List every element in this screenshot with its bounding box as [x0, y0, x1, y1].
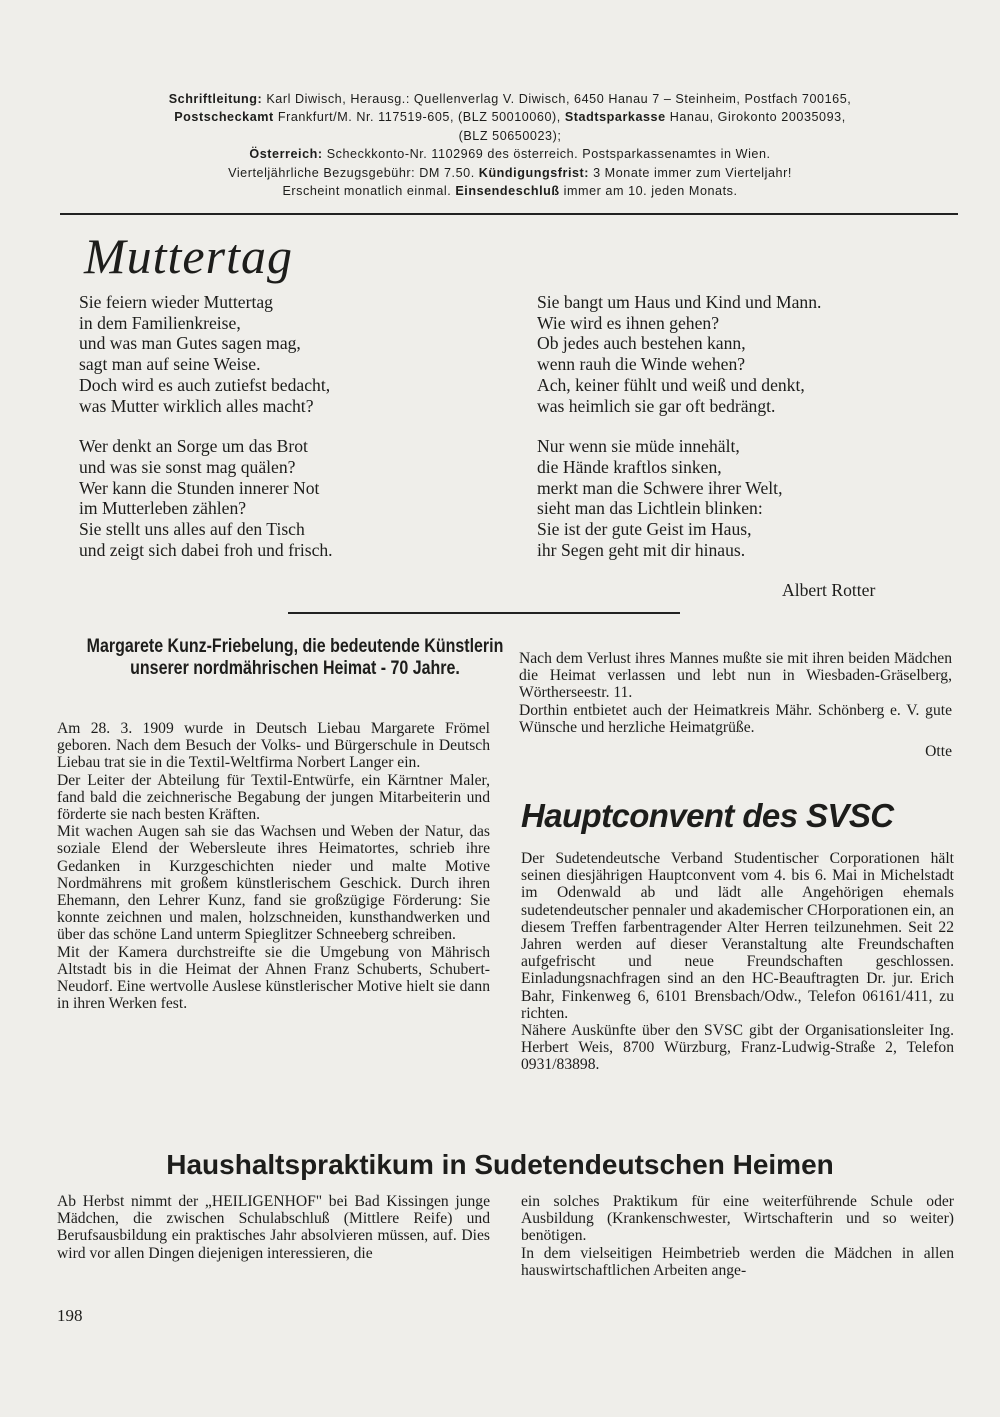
poem-line: die Hände kraftlos sinken, [537, 456, 722, 477]
poem-right-column [537, 292, 957, 560]
article-paragraph: Ab Herbst nimmt der „HEILIGENHOF" bei Bad Kissingen junge Mädchen, die zwischen Schulabschluß (Mittlere Reife) und Berufsausbildung ein praktisches Jahr absolvieren müssen, auf. Dies wird vor allen Dingen diejenigen interessieren, die [57, 1193, 490, 1262]
label-kuendigungsfrist: Kündigungsfrist: [478, 165, 590, 180]
article-haushalt-headline: Haushaltspraktikum in Sudetendeutschen Heimen [166, 1149, 834, 1180]
article-haushalt-right [521, 1193, 954, 1279]
imprint-text: immer am 10. jeden Monats. [559, 184, 738, 199]
article-kunz-headline: Margarete Kunz-Friebelung, die bedeutende Künstlerin unserer nordmährischen Heimat - 70 Jahre. [86, 635, 504, 679]
imprint-line-1 [60, 90, 960, 108]
label-einsendeschluss: Einsendeschluß [455, 184, 560, 199]
poem-stanza-3 [537, 292, 957, 416]
poem-line: sagt man auf seine Weise. [79, 354, 261, 375]
article-paragraph: ein solches Praktikum für eine weiterführende Schule oder Ausbildung (Krankenschwester, Wirtschafterin und so weiter) benötigen. [521, 1193, 954, 1245]
imprint-line-4 [60, 145, 960, 163]
imprint-line-5 [60, 164, 960, 182]
imprint-text: Erscheint monatlich einmal. [282, 184, 456, 199]
imprint-text: Karl Diwisch, Herausg.: Quellenverlag V. Diwisch, 6450 Hanau 7 – Steinheim, Postfach 700165, [262, 92, 852, 106]
imprint-line-3: (BLZ 50650023); [458, 128, 562, 143]
article-haushalt-left [57, 1193, 490, 1262]
poem-stanza-4 [537, 436, 957, 560]
imprint [60, 90, 960, 200]
article-signature: Otte [925, 743, 952, 761]
article-svsc-headline: Hauptconvent des SVSC [521, 797, 894, 834]
article-kunz-continuation [519, 650, 952, 760]
article-paragraph: Der Leiter der Abteilung für Textil-Entwürfe, ein Kärntner Maler, fand bald die zeichnerische Begabung der jungen Mitarbeiterin und förderte sie nach besten Kräften. [57, 771, 490, 824]
article-paragraph: Mit der Kamera durchstreifte sie die Umgebung von Mährisch Altstadt bis in die Heimat der Ahnen Franz Schuberts, Schubert-Neudorf. Eine wertvolle Auslese künstlerischer Motive hielt sie dann in ihren Werken fest. [57, 943, 490, 1013]
poem-title: Muttertag [84, 228, 293, 284]
poem-line: Wer kann die Stunden innerer Not [79, 477, 320, 498]
poem-line: Ach, keiner fühlt und weiß und denkt, [537, 374, 805, 395]
page-number: 198 [57, 1306, 83, 1325]
article-kunz-body [57, 720, 490, 1012]
poem-line: was Mutter wirklich alles macht? [79, 395, 314, 416]
poem-line: und was man Gutes sagen mag, [79, 333, 301, 354]
article-paragraph: Mit wachen Augen sah sie das Wachsen und Weben der Natur, das soziale Elend der Webersleute ihres Heimatortes, schrieb ihre Gedanken in Kurzgeschichten nieder und malte Motive Nordmährens mit großem künstlerischem Geschick. Durch ihren Ehemann, den Lehrer Kunz, fand sie großzügige Förderung: Sie konnte zeichnen und malen, holzschneiden, kunsthandwerken und über das schöne Land unterm Spieglitzer Schneeberg schreiben. [57, 823, 490, 944]
article-paragraph: In dem vielseitigen Heimbetrieb werden die Mädchen in allen hauswirtschaftlichen Arbeiten ange- [521, 1244, 954, 1279]
poem-line: Wie wird es ihnen gehen? [537, 312, 720, 333]
poem-line: was heimlich sie gar oft bedrängt. [537, 395, 776, 416]
article-svsc-body [521, 850, 954, 1074]
imprint-text: Scheckkonto-Nr. 1102969 des österreich. Postsparkassenamtes in Wien. [322, 147, 771, 162]
poem-author: Albert Rotter [782, 580, 876, 600]
article-paragraph: Der Sudetendeutsche Verband Studentischer Corporationen hält seinen diesjährigen Hauptconvent vom 4. bis 6. Mai in Michelstadt im Odenwald ab und lädt alle Angehörigen ehemals sudetendeutscher pennaler und akademischer CHorporationen ein, an diesem Treffen farbentragender Alter Herren teilzunehmen. Seit 22 Jahren werden auf dieser Veranstaltung alte Freundschaften aufgefrischt und neue Freundschaften geschlossen. Einladungsnachfragen sind an den HC-Beauftragten Dr. jur. Erich Bahr, Finkenweg 6, 6101 Brensbach/Odw., Telefon 06161/411, zu richten. [521, 850, 954, 1022]
imprint-text: Hanau, Girokonto 20035093, [665, 110, 846, 125]
poem-left-column [79, 292, 519, 560]
article-paragraph: Nach dem Verlust ihres Mannes mußte sie mit ihren beiden Mädchen die Heimat verlassen und lebt nun in Wiesbaden-Gräselberg, Wörtherseestr. 11. [519, 650, 952, 702]
article-paragraph: Am 28. 3. 1909 wurde in Deutsch Liebau Margarete Frömel geboren. Nach dem Besuch der Volks- und Bürgerschule in Deutsch Liebau trat sie in die Textil-Weltfirma Norbert Langer ein. [57, 720, 490, 772]
poem-divider [288, 612, 680, 614]
poem-line: wenn rauh die Winde wehen? [537, 354, 746, 375]
poem-line: Sie ist der gute Geist im Haus, [537, 519, 752, 540]
imprint-divider [60, 213, 958, 215]
imprint-text: 3 Monate immer zum Vierteljahr! [589, 165, 792, 180]
label-schriftleitung: Schriftleitung: [168, 92, 263, 106]
poem-line: Ob jedes auch bestehen kann, [537, 333, 746, 354]
poem-stanza-2 [79, 436, 519, 560]
poem-line: sieht man das Lichtlein blinken: [537, 498, 763, 519]
poem-line: Sie stellt uns alles auf den Tisch [79, 519, 305, 540]
article-paragraph: Dorthin entbietet auch der Heimatkreis Mähr. Schönberg e. V. gute Wünsche und herzliche Heimatgrüße. [519, 701, 952, 736]
article-paragraph: Nähere Auskünfte über den SVSC gibt der Organisationsleiter Ing. Herbert Weis, 8700 Würzburg, Franz-Ludwig-Straße 2, Telefon 0931/83898. [521, 1022, 954, 1074]
imprint-text: Vierteljährliche Bezugsgebühr: DM 7.50. [228, 165, 479, 180]
imprint-text: Frankfurt/M. Nr. 117519-605, (BLZ 50010060), [273, 110, 565, 125]
poem-line: ihr Segen geht mit dir hinaus. [537, 539, 746, 560]
poem-line: Wer denkt an Sorge um das Brot [79, 436, 308, 457]
poem-line: Sie bangt um Haus und Kind und Mann. [537, 292, 822, 312]
label-postscheckamt: Postscheckamt [174, 110, 274, 125]
label-oesterreich: Österreich: [249, 147, 323, 162]
imprint-line-2 [60, 108, 960, 126]
poem-line: Nur wenn sie müde innehält, [537, 436, 740, 457]
poem-line: merkt man die Schwere ihrer Welt, [537, 477, 783, 498]
poem-line: und zeigt sich dabei froh und frisch. [79, 539, 333, 560]
poem-line: in dem Familienkreise, [79, 312, 241, 333]
poem-line: Sie feiern wieder Muttertag [79, 292, 273, 312]
imprint-line-6 [60, 182, 960, 200]
poem-line: Doch wird es auch zutiefst bedacht, [79, 374, 331, 395]
poem-line: und was sie sonst mag quälen? [79, 456, 296, 477]
poem-stanza-1 [79, 292, 519, 416]
label-stadtsparkasse: Stadtsparkasse [564, 110, 666, 125]
poem-line: im Mutterleben zählen? [79, 498, 247, 519]
